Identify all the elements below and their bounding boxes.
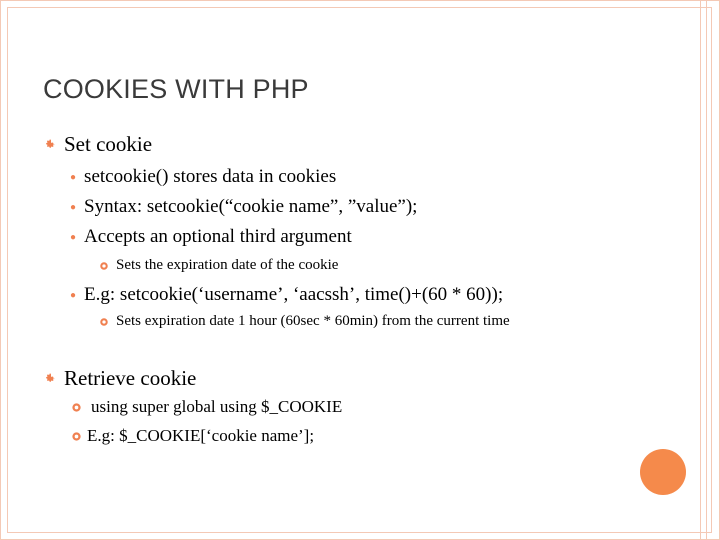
decorative-line (700, 0, 701, 540)
bullet-item (70, 196, 417, 218)
gear-icon (98, 260, 110, 272)
item-text: Sets the expiration date of the cookie (116, 257, 339, 273)
decorative-circle (640, 449, 686, 495)
bullet-item (70, 426, 314, 446)
item-text: E.g: $_COOKIE[‘cookie name’]; (87, 426, 315, 445)
bullet-item (70, 397, 342, 417)
circle-bullet-icon: ● (70, 171, 77, 183)
gear-icon (42, 372, 56, 386)
gear-icon (70, 430, 82, 442)
slide-title: COOKIES WITH PHP (43, 74, 309, 104)
circle-bullet-icon: ● (70, 231, 77, 243)
bullet-item (98, 313, 510, 330)
item-text: using super global using $_COOKIE (91, 397, 343, 416)
bullet-item (70, 226, 352, 248)
item-text: setcookie() stores data in cookies (84, 166, 337, 187)
gear-icon (98, 316, 110, 328)
circle-bullet-icon: ● (70, 201, 77, 213)
item-text: Retrieve cookie (64, 366, 197, 390)
item-text: Set cookie (64, 132, 153, 156)
item-text: E.g: setcookie(‘username’, ‘aacssh’, time()+(60 * 60)); (84, 284, 504, 305)
item-text: Syntax: setcookie(“cookie name”, ”value”); (84, 196, 418, 217)
item-text: Sets expiration date 1 hour (60sec * 60min) from the current time (116, 313, 510, 329)
item-text: Accepts an optional third argument (84, 226, 352, 247)
bullet-item (70, 166, 336, 188)
decorative-line (706, 0, 707, 540)
gear-icon (70, 401, 82, 413)
circle-bullet-icon: ● (70, 289, 77, 301)
gear-icon (42, 138, 56, 152)
bullet-item (70, 284, 503, 306)
bullet-item (42, 132, 152, 157)
bullet-item (98, 257, 338, 274)
bullet-item (42, 366, 196, 391)
